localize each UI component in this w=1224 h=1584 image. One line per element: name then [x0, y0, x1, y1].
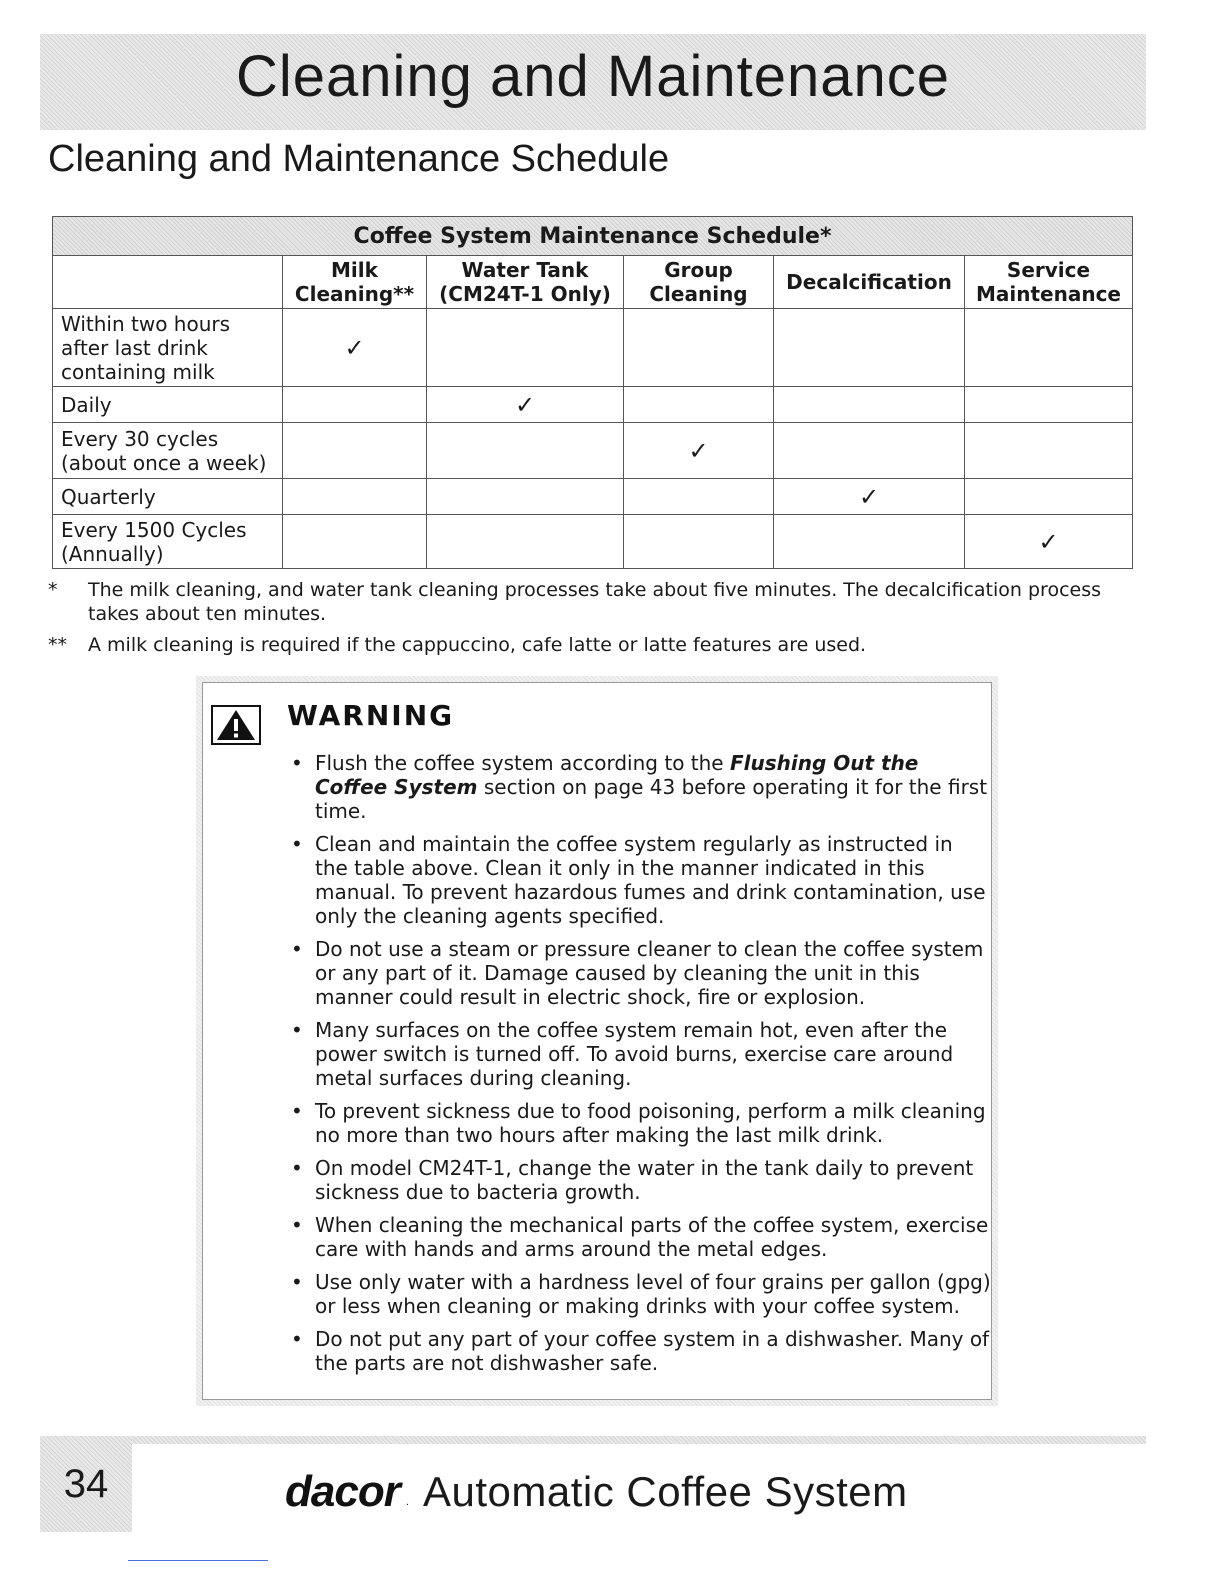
row-label: Within two hours after last drink containing milk	[53, 309, 283, 387]
table-cell	[283, 387, 427, 423]
checkmark-cell: ✓	[965, 515, 1133, 569]
page-number-box	[40, 1436, 132, 1532]
table-cell	[774, 515, 965, 569]
checkmark-cell: ✓	[283, 309, 427, 387]
footer-brand	[285, 1462, 908, 1522]
page-header-title: Cleaning and Maintenance	[235, 43, 951, 109]
warning-bullet: • Flush the coffee system according to the Flushing Out the Coffee System section on page 43 before operating it for the first time.	[291, 751, 991, 823]
table-cell	[427, 309, 624, 387]
section-title: Cleaning and Maintenance Schedule	[48, 138, 670, 180]
table-cell	[774, 423, 965, 479]
table-footnotes	[48, 578, 1148, 664]
column-header: Milk Cleaning**	[283, 256, 427, 309]
checkmark-cell: ✓	[774, 479, 965, 515]
table-header-row	[53, 256, 1133, 309]
table-cell	[283, 515, 427, 569]
column-header: Group Cleaning	[624, 256, 774, 309]
empty-header-cell	[53, 256, 283, 309]
warning-bullet: • Many surfaces on the coffee system remain hot, even after the power switch is turned off. To avoid burns, exercise care around metal surfaces during cleaning.	[291, 1018, 991, 1090]
product-name: Automatic Coffee System	[423, 1468, 908, 1515]
emphasized-reference: Flushing Out the Coffee System	[315, 751, 919, 799]
table-cell	[624, 309, 774, 387]
table-cell	[283, 423, 427, 479]
warning-bullet: • On model CM24T-1, change the water in the tank daily to prevent sickness due to bacteria growth.	[291, 1156, 991, 1204]
column-header: Water Tank (CM24T-1 Only)	[427, 256, 624, 309]
warning-title: WARNING	[287, 699, 455, 732]
footnote-mark: **	[48, 634, 67, 656]
warning-bullet: • Do not put any part of your coffee system in a dishwasher. Many of the parts are not dishwasher safe.	[291, 1327, 991, 1375]
checkmark-cell: ✓	[427, 387, 624, 423]
page-number: 34	[63, 1461, 109, 1506]
warning-bullet: • When cleaning the mechanical parts of the coffee system, exercise care with hands and arms around the metal edges.	[291, 1213, 991, 1261]
maintenance-schedule-table	[52, 216, 1133, 569]
brand-mark: .	[405, 1497, 410, 1508]
table-cell	[965, 309, 1133, 387]
table-cell	[624, 479, 774, 515]
table-caption: Coffee System Maintenance Schedule*	[53, 217, 1133, 256]
checkmark-cell: ✓	[624, 423, 774, 479]
table-cell	[774, 309, 965, 387]
table-cell	[427, 515, 624, 569]
warning-bullet: • Use only water with a hardness level of four grains per gallon (gpg) or less when cleaning or making drinks with your coffee system.	[291, 1270, 991, 1318]
column-header: Decalcification	[774, 256, 965, 309]
table-cell	[774, 387, 965, 423]
table-cell	[624, 515, 774, 569]
footnote-text: The milk cleaning, and water tank cleaning processes take about five minutes. The decalcification process takes about ten minutes.	[88, 579, 1102, 625]
warning-triangle-icon	[211, 705, 261, 745]
warning-box	[196, 676, 998, 1406]
warning-list	[291, 751, 991, 1384]
warning-bullet: • Clean and maintain the coffee system regularly as instructed in the table above. Clean it only in the manner indicated in this manual. To prevent hazardous fumes and drink contamination, use only the cleaning agents specified.	[291, 832, 991, 928]
table-row	[53, 387, 1133, 423]
footnote-text: A milk cleaning is required if the cappuccino, cafe latte or latte features are used.	[88, 634, 867, 656]
table-row	[53, 309, 1133, 387]
table-row	[53, 515, 1133, 569]
warning-bullet: • Do not use a steam or pressure cleaner to clean the coffee system or any part of it. Damage caused by cleaning the unit in this manner could result in electric shock, fire or explosion.	[291, 937, 991, 1009]
table-cell	[965, 423, 1133, 479]
footnote-mark: *	[48, 579, 58, 601]
dacor-logo: dacor	[285, 1467, 400, 1516]
column-header: Service Maintenance	[965, 256, 1133, 309]
table-row	[53, 423, 1133, 479]
footnote	[48, 633, 1148, 657]
table-cell	[427, 423, 624, 479]
row-label: Every 30 cycles (about once a week)	[53, 423, 283, 479]
row-label: Quarterly	[53, 479, 283, 515]
row-label: Every 1500 Cycles (Annually)	[53, 515, 283, 569]
table-cell	[965, 479, 1133, 515]
footnote	[48, 578, 1148, 626]
header-banner	[40, 34, 1146, 130]
table-cell	[624, 387, 774, 423]
row-label: Daily	[53, 387, 283, 423]
table-row	[53, 479, 1133, 515]
footer-rule	[132, 1436, 1146, 1444]
table-cell	[965, 387, 1133, 423]
table-cell	[283, 479, 427, 515]
table-cell	[427, 479, 624, 515]
link-underline	[128, 1560, 268, 1561]
warning-bullet: • To prevent sickness due to food poisoning, perform a milk cleaning no more than two hours after making the last milk drink.	[291, 1099, 991, 1147]
